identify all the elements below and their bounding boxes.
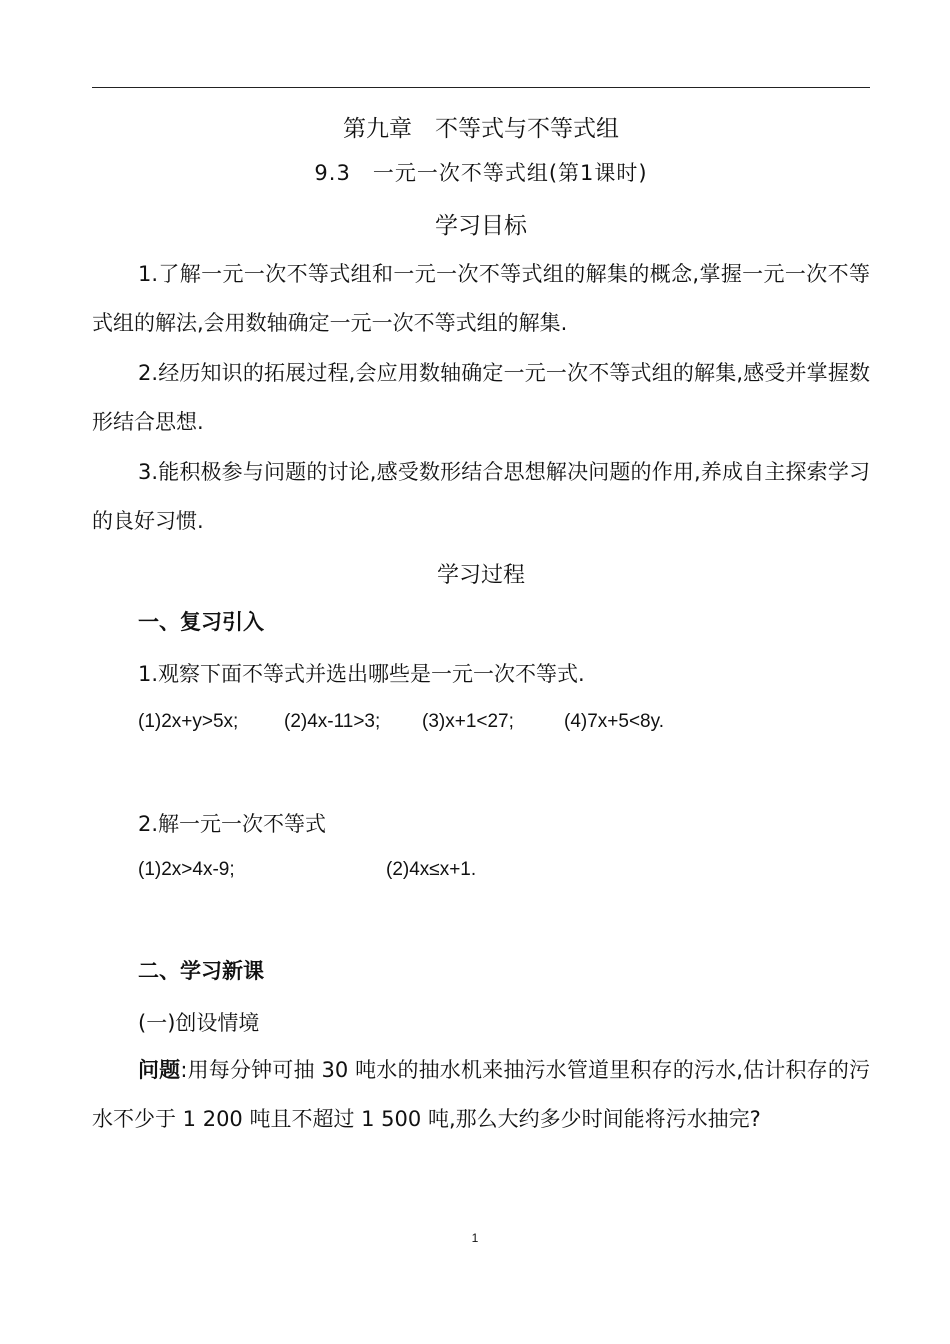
q2-option-2: (2)4x≤x+1. <box>386 859 477 880</box>
objective-item-1: 1.了解一元一次不等式组和一元一次不等式组的解集的概念,掌握一元一次不等式组的解法,会用数轴确定一元一次不等式组的解集. <box>92 262 870 335</box>
objective-item-2: 2.经历知识的拓展过程,会应用数轴确定一元一次不等式组的解集,感受并掌握数形结合思想. <box>92 361 870 434</box>
problem-text: :用每分钟可抽 30 吨水的抽水机来抽污水管道里积存的污水,估计积存的污水不少于 1 200 吨且不超过 1 500 吨,那么大约多少时间能将污水抽完? <box>92 1058 870 1131</box>
objective-item-3: 3.能积极参与问题的讨论,感受数形结合思想解决问题的作用,养成自主探索学习的良好习惯. <box>92 460 870 533</box>
q1-option-4: (4)7x+5<8y. <box>564 711 664 732</box>
objectives-heading: 学习目标 <box>435 213 527 239</box>
page-number: 1 <box>471 1231 479 1245</box>
question-1: 1.观察下面不等式并选出哪些是一元一次不等式. <box>138 662 585 686</box>
part2-subtitle: (一)创设情境 <box>138 1011 260 1035</box>
section-title: 9.3 一元一次不等式组(第1课时) <box>314 161 648 185</box>
top-rule <box>92 87 870 88</box>
problem-paragraph <box>92 1046 870 1144</box>
question-2: 2.解一元一次不等式 <box>138 812 327 836</box>
part2-title: 二、学习新课 <box>138 959 264 983</box>
process-heading: 学习过程 <box>436 563 525 588</box>
problem-label: 问题 <box>138 1058 181 1082</box>
chapter-title: 第九章 不等式与不等式组 <box>343 116 619 142</box>
q1-option-2: (2)4x-11>3; <box>284 711 381 732</box>
q1-option-3: (3)x+1<27; <box>422 711 514 732</box>
q2-option-1: (1)2x>4x-9; <box>138 859 235 880</box>
q1-option-1: (1)2x+y>5x; <box>138 711 239 732</box>
part1-title: 一、复习引入 <box>138 610 264 634</box>
